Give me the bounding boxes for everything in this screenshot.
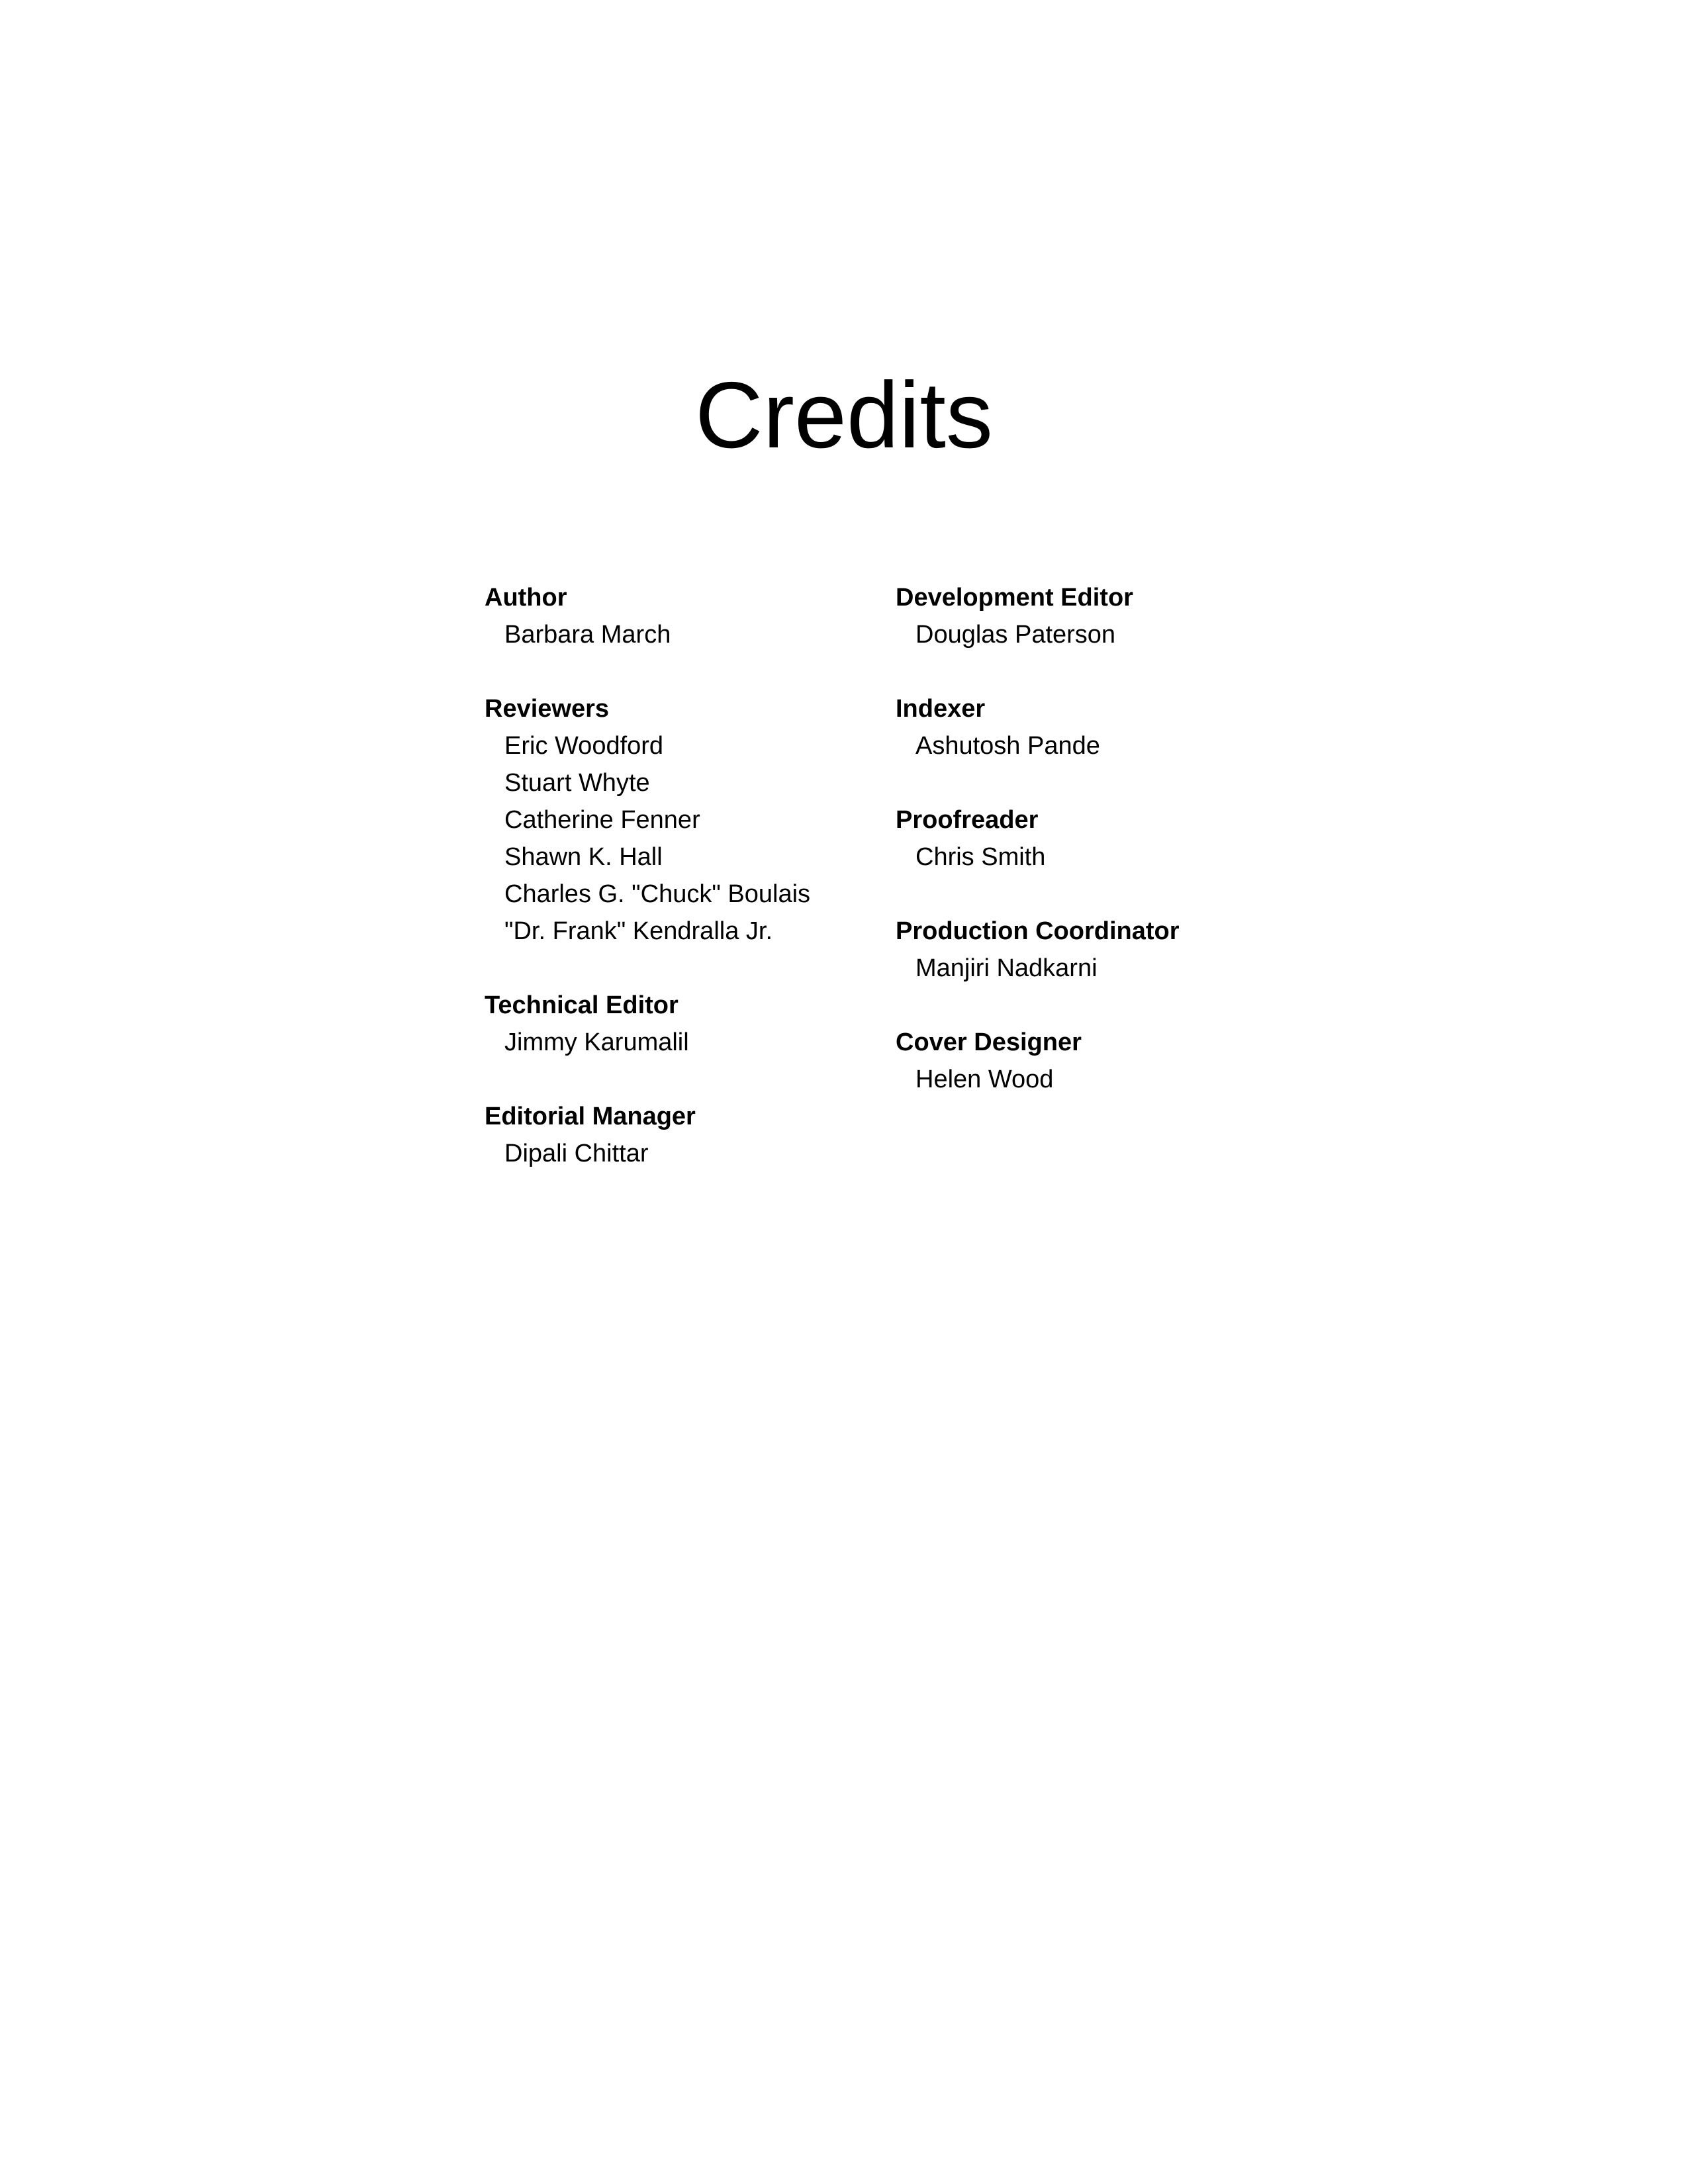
credit-section-indexer: [896, 690, 1359, 764]
credit-section-development-editor: [896, 579, 1359, 653]
credit-section-technical-editor: [485, 987, 882, 1061]
section-person: Douglas Paterson: [915, 621, 1116, 649]
section-role: Development Editor: [896, 584, 1133, 612]
credit-section-author: [485, 579, 882, 653]
credits-column-left: [485, 579, 882, 1209]
credit-section-cover-designer: [896, 1024, 1359, 1098]
section-role: Technical Editor: [485, 991, 679, 1019]
section-role: Cover Designer: [896, 1028, 1082, 1056]
section-person: Barbara March: [504, 621, 671, 649]
section-person: Ashutosh Pande: [915, 732, 1100, 760]
section-role: Editorial Manager: [485, 1103, 696, 1130]
section-role: Reviewers: [485, 695, 610, 723]
credit-section-production-coordinator: [896, 913, 1359, 987]
section-person: Dipali Chittar: [504, 1140, 649, 1167]
section-person: Eric Woodford: [504, 732, 664, 760]
section-role: Production Coordinator: [896, 917, 1180, 945]
page-title: Credits: [695, 363, 993, 468]
section-person: Charles G. "Chuck" Boulais: [504, 880, 811, 908]
section-role: Author: [485, 584, 567, 612]
section-person: Stuart Whyte: [504, 769, 650, 797]
section-person: Chris Smith: [915, 843, 1046, 871]
section-person: Manjiri Nadkarni: [915, 954, 1098, 982]
section-person: "Dr. Frank" Kendralla Jr.: [504, 917, 773, 945]
section-person: Catherine Fenner: [504, 806, 700, 834]
section-person: Shawn K. Hall: [504, 843, 663, 871]
credit-section-reviewers: [485, 690, 882, 950]
credits-column-right: [896, 579, 1359, 1135]
section-role: Indexer: [896, 695, 986, 723]
credit-section-editorial-manager: [485, 1098, 882, 1172]
section-person: Jimmy Karumalil: [504, 1028, 689, 1056]
credit-section-proofreader: [896, 801, 1359, 876]
section-person: Helen Wood: [915, 1066, 1054, 1093]
section-role: Proofreader: [896, 806, 1039, 834]
